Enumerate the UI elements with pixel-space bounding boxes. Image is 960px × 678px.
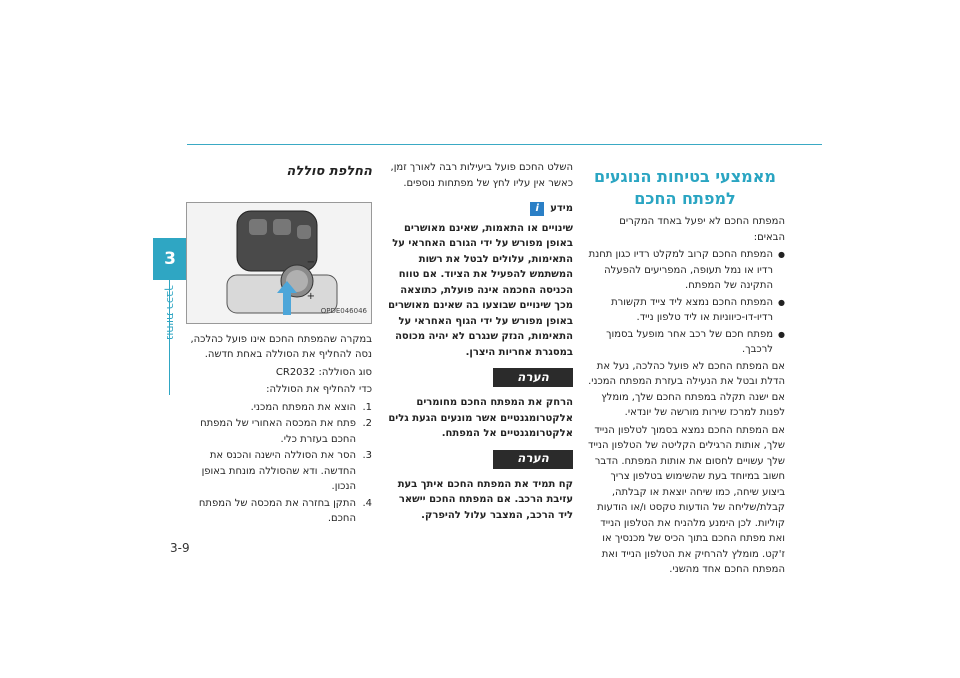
battery-illustration: [186, 202, 372, 324]
page-number: 3-9: [170, 541, 190, 555]
info-heading: [383, 201, 573, 217]
note-text: קח תמיד את המפתח החכם איתך בעת עזיבת הרכב. אם המפתח החכם יישאר ליד הרכב, המצבר עלול להיפרק.: [397, 478, 573, 521]
body-paragraph: כדי להחליף את הסוללה:: [266, 384, 372, 395]
step-text: פתח את המכסה האחורי של המפתח החכם בעזרת כלי.: [200, 418, 356, 445]
info-title: מידע: [550, 203, 573, 214]
step-number: 3.: [362, 450, 372, 461]
note-text: הרחק את המפתח החכם מחומרים אלקטרומגנטיים אשר מונעים הגעת גלים אלקטרומגנטיים אל המפתח.: [388, 397, 573, 439]
step-number: 1.: [362, 401, 372, 413]
battery-title: החלפת סוללה: [286, 164, 372, 179]
note-label: הערה: [493, 368, 573, 387]
body-paragraph: במקרה שהמפתח החכם אינו פועל כהלכה, נסה להחליף את הסוללה באחת חדשה.: [190, 333, 372, 360]
step-text: הוצא את המפתח המכני.: [250, 401, 356, 413]
svg-text:+: +: [306, 290, 315, 302]
intro-text: המפתח החכם לא יפעל באחד המקרים הבאים:: [619, 216, 785, 243]
info-icon: i: [530, 202, 544, 216]
steps-list: [187, 400, 372, 527]
step-number: 4.: [362, 497, 372, 509]
step-item: [187, 496, 372, 527]
step-item: [187, 416, 372, 447]
middle-column: [383, 160, 573, 525]
body-paragraph: אם המפתח החכם נמצא בסמוך לטלפון הנייד שלך, אותות הרגילים הקליטה של הטלפון הנייד שלך עשויים לחסום את אותות המפתח. הדבר חשוב במיוחד בעת שהשימוש בטלפון צריך ביצוע שיחה, כמו שיחה יוצאת או קבלתה, קבלת/שליחה של הודעות טקסט ו/או הודעות קוליות. לכן הימנע מלהניח את הטלפון הנייד ואת מפתח החכם בתוך הכיס של מכנסיך או ז'קט. מומלץ להרחיק את הטלפון הנייד ואת המפתח החכם אחד מהשני.: [588, 424, 785, 575]
section-title: [585, 166, 785, 210]
chapter-tab: 3: [153, 238, 187, 280]
step-item: [187, 400, 372, 416]
section-label: נוחיות רכבך: [164, 285, 177, 341]
info-text: שינויים או התאמות, שאינם מאושרים באופן מפורש על ידי הגורם האחראי על התאימות, עלולים לבטל את רשות המשתמש להפעיל את הציוד. אם טווח הכניסה החכמה אינה פועלת, כתוצאה מכך שינויים שבוצעו בה שאינם מאושרים באופן מפורש על ידי הגוף האחראי על התאימות, הנזק שנגרם לא יהיה מכוסה במסגרת אחריות היצרן.: [388, 222, 573, 358]
figure-code: OPDE046046: [320, 307, 367, 315]
right-column: [585, 160, 785, 580]
left-column: [187, 160, 372, 528]
step-number: 2.: [362, 418, 372, 429]
bullet-item: ● המפתח החכם קרוב למקלט רדיו כגון תחנת רדיו או נמל תעופה, המפריעים להפעלה התקינה של המפתח.: [585, 247, 785, 294]
body-paragraph: אם המפתח החכם לא פועל כהלכה, נעל את הדלת ובטל את הנעילה בעזרת המפתח המכני. אם ישנה תקלה במפתח החכם שלך, מומלץ לפנות למרכז שירות מורשה של יונדאי.: [588, 360, 785, 418]
title-line-2: למפתח החכם: [634, 189, 736, 208]
top-text: השלט החכם פועל ביעילות רבה לאורך זמן, כאשר אין עליו לחץ של מפתחות נוספים.: [390, 162, 573, 189]
step-text: התקן בחזרה את המכסה של המפתח החכם.: [198, 497, 356, 524]
bullet-list: [585, 247, 785, 358]
title-line-1: מאמצעי בטיחות הנוגעים: [594, 167, 776, 186]
bullet-item: ● מפתח חכם של רכב אחר מופעל בסמוך לרכבך.: [585, 327, 785, 358]
bullet-item: ● המפתח החכם נמצא ליד צייד תקשורת רדיו-דו-כיווניות או ליד טלפון נייד.: [585, 295, 785, 326]
top-rule: [187, 144, 822, 145]
step-item: [187, 448, 372, 495]
svg-text:−: −: [306, 256, 315, 268]
battery-type: סוג הסוללה: CR2032: [275, 366, 372, 378]
step-text: הסר את הסוללה הישנה והכנס את החדשה. ודא שהסוללה מונחת באופן הנכון.: [201, 450, 356, 492]
note-label: הערה: [493, 450, 573, 469]
